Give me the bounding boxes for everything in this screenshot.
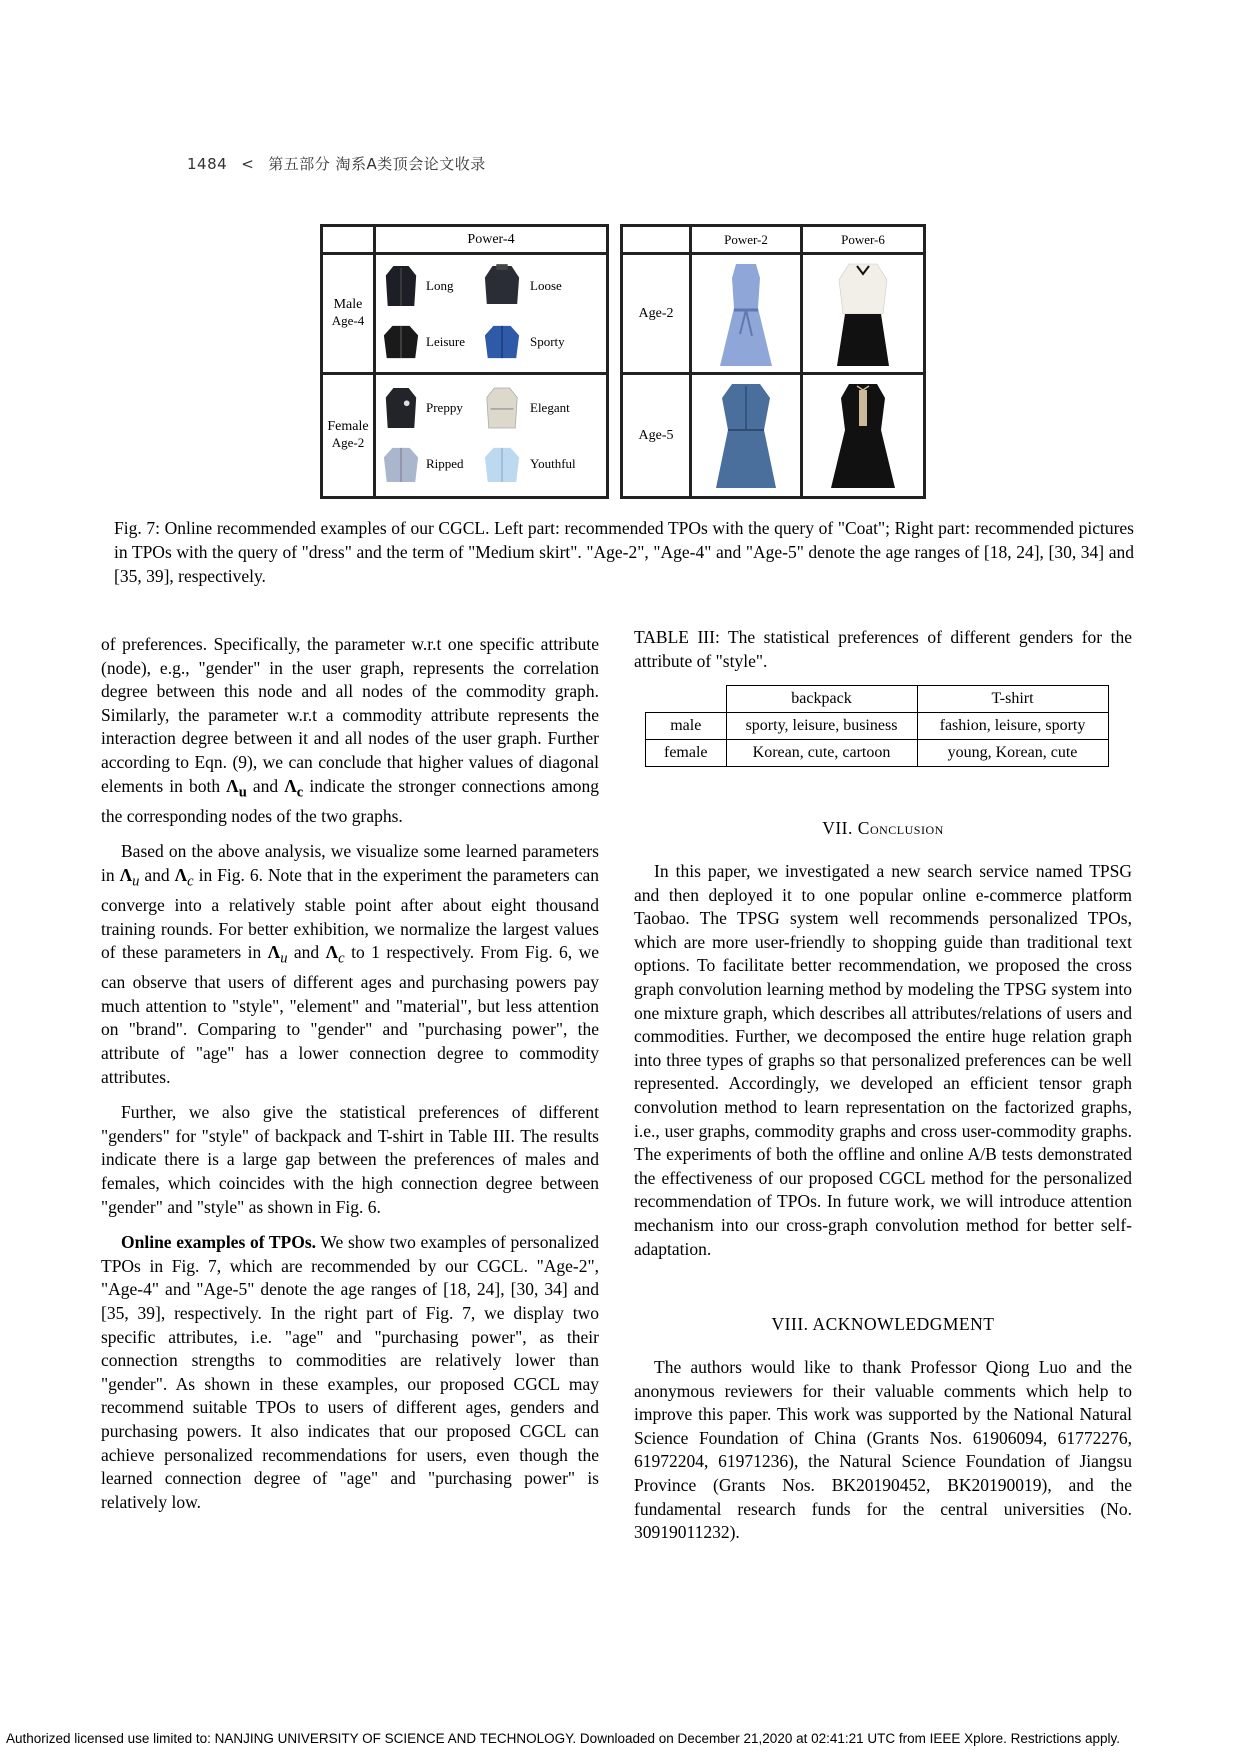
section-title: 第五部分 淘系A类顶会论文收录 — [268, 155, 486, 173]
section-heading-acknowledgment: VIII. ACKNOWLEDGMENT — [771, 1314, 995, 1334]
table-header-row — [646, 686, 1109, 713]
paragraph: The authors would like to thank Professor Qiong Luo and the anonymous reviewers for their valuable comments which help to improve this paper. This work was supported by the National Natural Science Foundation of China (Grants Nos. 61906094, 61772276, 61972204, 61971236), the Natural Science Foundation of Jiangsu Province (Grants Nos. BK20190452, BK20190019), and the fundamental research funds for the central universities (No. 30919011232). — [634, 1357, 1132, 1543]
coat-elegant-icon — [483, 384, 521, 432]
female-coat-grid — [375, 374, 608, 498]
paragraph: Based on the above analysis, we visualize some learned parameters in $\Lambda_u$ and $\Lambda_c$ in Fig. 6. Note that in the experiment the parameters can converge into a relatively stable point after about eight thousand training rounds. For better exhibition, we normalize the largest values of these parameters in $\Lambda_u$ and $\Lambda_c$ to 1 respectively. From Fig. 6, we can observe that users of different ages and purchasing powers pay much attention to "style", "element" and "material", but less attention on "brand". Comparing to "gender" and "purchasing power", the attribute of "age" has a lower connection degree to commodity attributes. — [101, 841, 599, 1087]
column-header-power-6: Power-6 — [802, 226, 925, 254]
figure-left-panel — [320, 224, 609, 499]
coat-leisure-icon — [382, 318, 420, 366]
conclusion-text — [634, 860, 1132, 1261]
row-label-female: Female Age-2 — [322, 374, 375, 498]
table-cell: Korean, cute, cartoon — [726, 740, 917, 767]
item-label: Long — [426, 277, 454, 293]
male-coat-grid — [375, 254, 608, 374]
coat-loose-icon — [483, 262, 521, 310]
coat-long-icon — [382, 262, 420, 310]
column-header: Power-4 — [375, 226, 608, 254]
table-cell: young, Korean, cute — [917, 740, 1108, 767]
item-label: Preppy — [426, 399, 463, 415]
row-label: male — [646, 713, 727, 740]
coat-ripped-icon — [382, 440, 420, 488]
empty-corner — [322, 226, 375, 254]
section-heading-conclusion: VII. Conclusion — [822, 818, 944, 838]
row-label-age-5: Age-5 — [622, 374, 691, 498]
row-label-age-2: Age-2 — [622, 254, 691, 374]
dress-cell — [802, 254, 925, 374]
running-head — [187, 153, 486, 174]
paragraph: Online examples of TPOs. We show two examples of personalized TPOs in Fig. 7, which are recommended by our CGCL. "Age-2", "Age-4" and "Age-5" denote the age ranges of [18, 24], [30, 34] and [35, 39], respectively. In the right part of Fig. 7, we display two specific attributes, i.e. "age" and "purchasing power", as their connection strengths to commodities are relatively lower than "gender". As shown in these examples, our proposed CGCL may recommend suitable TPOs to users of different ages, genders and purchasing powers. It also indicates that our proposed CGCL can achieve personalized recommendations for users, even though the learned connection degree of "age" and "purchasing power" is relatively low. — [101, 1232, 599, 1512]
coat-sporty-icon — [483, 318, 521, 366]
table-caption: TABLE III: The statistical preferences of different genders for the attribute of "style". — [634, 627, 1132, 671]
coat-youthful-icon — [483, 440, 521, 488]
paragraph: Further, we also give the statistical preferences of different "genders" for "style" of backpack and T-shirt in Table III. The results indicate there is a large gap between the preferences of males and females, which coincides with the high connection degree between "gender" and "style" as shown in Fig. 6. — [101, 1102, 599, 1217]
left-column — [101, 633, 599, 1514]
figure-right-panel — [620, 224, 926, 499]
dress-cell — [691, 374, 802, 498]
separator: < — [241, 155, 255, 173]
blue-dress-icon — [706, 258, 786, 370]
dress-cell — [691, 254, 802, 374]
run-in-heading: Online examples of TPOs. — [121, 1232, 317, 1253]
table-corner — [646, 686, 727, 713]
coat-preppy-icon — [382, 384, 420, 432]
page-number: 1484 — [187, 155, 228, 173]
black-white-dress-icon — [823, 258, 903, 370]
figure-caption: Fig. 7: Online recommended examples of our CGCL. Left part: recommended TPOs with the query of "Coat"; Right part: recommended pictures in TPOs with the query of "dress" and the term of "Medium skirt". "Age-2", "Age-4" and "Age-5" denote the age ranges of [18, 24], [30, 34] and [35, 39], respectively. — [114, 518, 1134, 586]
item-label: Leisure — [426, 333, 465, 349]
empty-corner — [622, 226, 691, 254]
item-label: Loose — [530, 277, 562, 293]
table-cell: fashion, leisure, sporty — [917, 713, 1108, 740]
item-label: Sporty — [530, 333, 565, 349]
table-header: backpack — [726, 686, 917, 713]
dress-cell — [802, 374, 925, 498]
row-label-male: Male Age-4 — [322, 254, 375, 374]
item-label: Ripped — [426, 455, 464, 471]
license-footer: Authorized licensed use limited to: NANJING UNIVERSITY OF SCIENCE AND TECHNOLOGY. Downloaded on December 21,2020 at 02:41:21 UTC from IEEE Xplore. Restrictions apply. — [6, 1731, 1120, 1746]
item-label: Elegant — [530, 399, 570, 415]
denim-dress-icon — [706, 380, 786, 492]
paragraph: In this paper, we investigated a new search service named TPSG and then deployed it to one popular online e-commerce platform Taobao. The TPSG system well recommends personalized TPOs, which are more user-friendly to shopping guide than traditional text options. To facilitate better recommendation, we proposed the cross graph convolution learning method by modeling the TPSG system into one mixture graph, which describes all attributes/relations of users and commodities. Further, we decomposed the entire huge relation graph into three types of graphs so that personalized preferences can be well represented. Accordingly, we developed an efficient tensor graph convolution method to learn representation on the factorized graphs, i.e., user graphs, commodity graphs and cross user-commodity graphs. The experiments of both the offline and online A/B tests demonstrated the effectiveness of our proposed CGCL method for the personalized recommendation of TPOs. In future work, we will introduce attention mechanism into our cross-graph convolution method for better self-adaptation. — [634, 861, 1132, 1259]
item-label: Youthful — [530, 455, 576, 471]
table-header: T-shirt — [917, 686, 1108, 713]
row-label: female — [646, 740, 727, 767]
table-row — [646, 713, 1109, 740]
acknowledgment-text — [634, 1356, 1132, 1545]
table-iii — [645, 685, 1109, 767]
column-header-power-2: Power-2 — [691, 226, 802, 254]
black-dress-icon — [823, 380, 903, 492]
table-row — [646, 740, 1109, 767]
paragraph: of preferences. Specifically, the parameter w.r.t one specific attribute (node), e.g., "gender" in the user graph, represents the correlation degree between this node and all nodes of the commodity graph. Similarly, the parameter w.r.t a commodity attribute represents the interaction degree between it and all nodes of the user graph. Further according to Eqn. (9), we can conclude that higher values of diagonal elements in both $\Lambda_u$ and $\Lambda_c$ indicate the stronger connections among the corresponding nodes of the two graphs. — [101, 634, 599, 826]
table-cell: sporty, leisure, business — [726, 713, 917, 740]
